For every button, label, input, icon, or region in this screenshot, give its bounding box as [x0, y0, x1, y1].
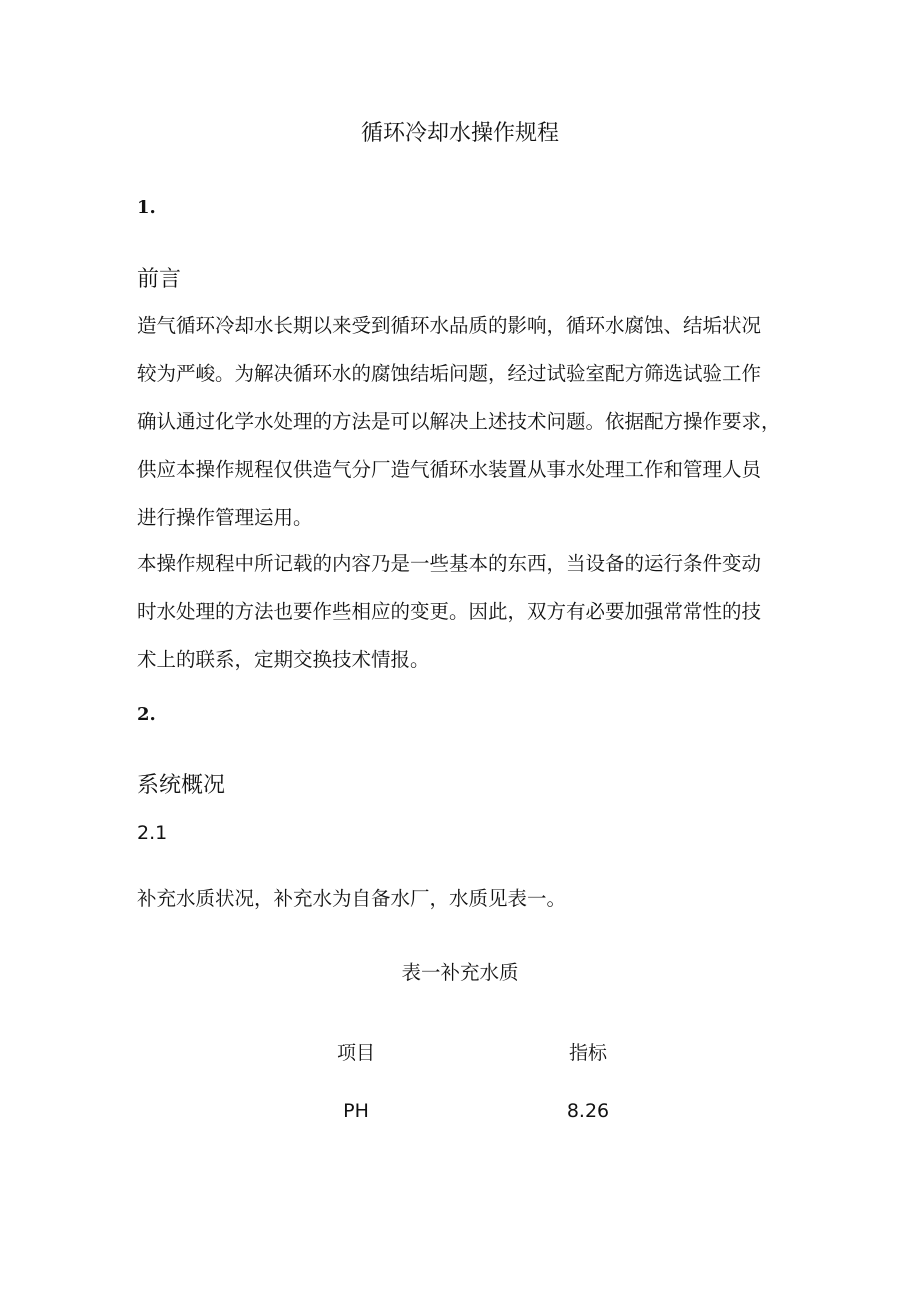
- paragraph-line: 供应本操作规程仅供造气分厂造气循环水装置从事水处理工作和管理人员: [137, 458, 762, 481]
- subsection-2-1-text: [137, 875, 797, 923]
- section-2-title: 系统概况: [137, 773, 226, 798]
- table-caption: 表一补充水质: [401, 961, 519, 984]
- subsection-2-1-number: 2.1: [137, 822, 168, 844]
- paragraph-line: 本操作规程中所记载的内容乃是一些基本的东西，当设备的运行条件变动: [137, 552, 762, 575]
- section-1-paragraph-2: [137, 540, 797, 684]
- section-1-title: 前言: [137, 267, 182, 292]
- table-header-item: 项目: [336, 1042, 375, 1064]
- section-1-paragraph-1: [137, 302, 797, 542]
- paragraph-line: 时水处理的方法也要作些相应的变更。因此，双方有必要加强常常性的技: [137, 600, 762, 623]
- paragraph-line: 补充水质状况，补充水为自备水厂，水质见表一。: [137, 887, 567, 910]
- paragraph-line: 造气循环冷却水长期以来受到循环水品质的影响，循环水腐蚀、结垢状况: [137, 314, 762, 337]
- document-title: 循环冷却水操作规程: [360, 121, 559, 146]
- paragraph-line: 确认通过化学水处理的方法是可以解决上述技术问题。依据配方操作要求，: [137, 410, 781, 433]
- table-cell-item: PH: [343, 1100, 369, 1122]
- table-cell-value: 8.26: [566, 1100, 610, 1122]
- table-header-indicator: 指标: [568, 1042, 607, 1064]
- paragraph-line: 较为严峻。为解决循环水的腐蚀结垢问题，经过试验室配方筛选试验工作: [137, 362, 762, 385]
- section-1-number: 1.: [137, 197, 156, 218]
- paragraph-line: 术上的联系，定期交换技术情报。: [137, 648, 430, 671]
- section-2-number: 2.: [137, 704, 156, 725]
- paragraph-line: 进行操作管理运用。: [137, 506, 313, 529]
